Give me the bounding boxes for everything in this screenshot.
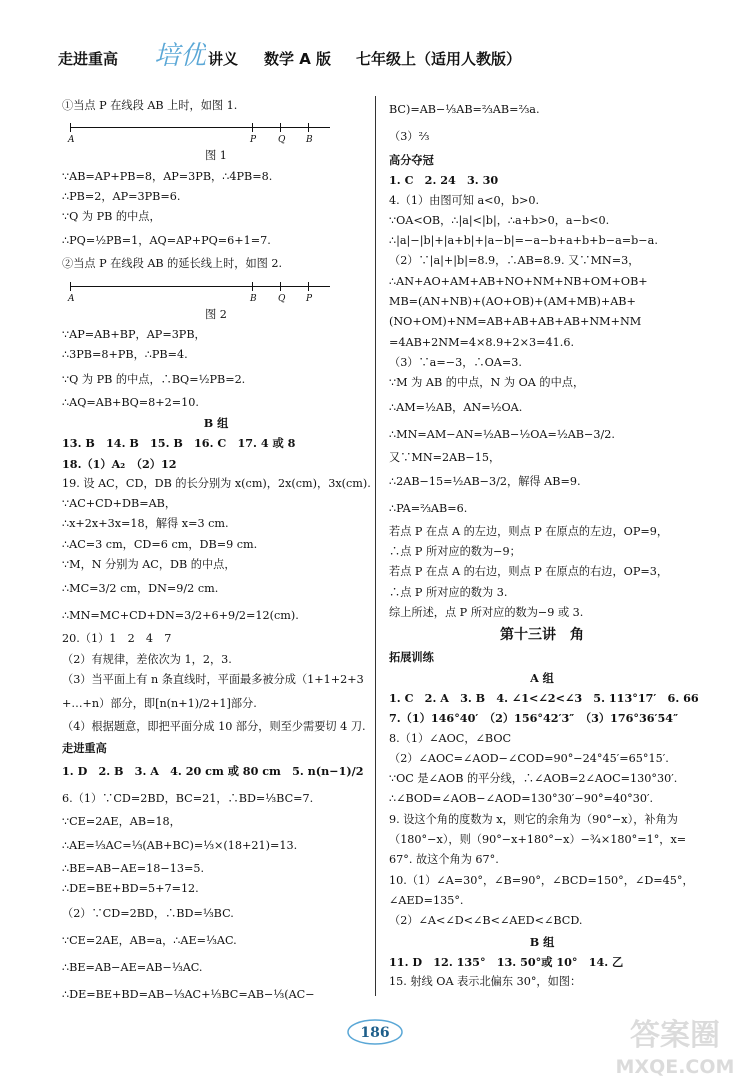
section-heading: 拓展训练 [389,650,434,665]
text-line: 若点 P 在点 A 的左边，则点 P 在原点的左边，OP=9， [389,524,669,538]
text-line: ∠AED=135°. [389,893,464,907]
group-heading: B 组 [203,415,229,430]
text-line: ∵AC+CD+DB=AB， [62,497,177,511]
fig2-label-p: P [306,293,313,304]
fig2-label-b: B [250,293,257,304]
figure-2-caption: 图 2 [205,307,227,321]
text-line: 8.（1）∠AOC，∠BOC [389,731,512,745]
text-line: ∴|a|−|b|+|a+b|+|a−b|=−a−b+a+b+b−a=b−a. [389,234,658,248]
text-line: ∴点 P 所对应的数为−9； [389,545,521,559]
text-line: （3）当平面上有 n 条直线时，平面最多被分成（1+1+2+3 [62,672,364,686]
text-line: ∴2AB−15=½AB−3/2，解得 AB=9. [389,474,581,488]
text-line: 11. D 12. 135° 13. 50°或 10° 14. 乙 [389,954,624,969]
text-line: ∴AE=⅓AC=⅓(AB+BC)=⅓×(18+21)=13. [62,839,298,853]
text-line: 13. B 14. B 15. B 16. C 17. 4 或 8 [62,436,296,451]
fig1-label-p: P [250,135,257,146]
brand-left: 走进重高 [58,50,119,68]
watermark-logo [606,1007,744,1081]
text-line: 若点 P 在点 A 的右边，则点 P 在原点的右边，OP=3， [389,565,669,579]
page-number-badge [345,1018,405,1046]
text-line: 4.（1）由图可知 a<0，b>0. [389,193,540,207]
column-divider [375,96,376,996]
figure-1-segment [62,116,370,146]
text-line: 15. 射线 OA 表示北偏东 30°，如图： [389,975,582,989]
page-number: 186 [360,1025,390,1041]
text-line: ∵OA<OB，∴|a|<|b|，∴a+b>0，a−b<0. [389,213,610,227]
section-heading: 走进重高 [62,740,107,755]
text-line: ∴3PB=8+PB，∴PB=4. [62,348,188,362]
text-line: 67°. 故这个角为 67°. [389,853,499,867]
figure-2-segment [62,275,370,305]
grade-label: 七年级上（适用人教版） [356,50,522,68]
text-line: ∴PB=2，AP=3PB=6. [62,189,181,203]
text-line: 7.（1）146°40′ （2）156°42′3″ （3）176°36′54″ [389,711,679,726]
text-line: 1. C 2. A 3. B 4. ∠1<∠2<∠3 5. 113°17′ 6. 66 [389,690,699,705]
text-line: （3）⅔ [389,130,430,143]
text-line: ∴MN=MC+CD+DN=3/2+6+9/2=12(cm). [62,609,299,623]
text-line: ∴BE=AB−AE=AB−⅓AC. [62,960,203,974]
svg-text:培优: 培优 [154,41,206,71]
edition-label: 数学 A 版 [264,50,332,68]
text-line: 1. D 2. B 3. A 4. 20 cm 或 80 cm 5. n(n−1)/2 [62,763,364,778]
text-line: 10.（1）∠A=30°，∠B=90°，∠BCD=150°，∠D=45°， [389,873,694,887]
page-header [58,40,718,76]
text-line: ∴MC=3/2 cm，DN=9/2 cm. [62,582,219,596]
text-line: 又∵MN=2AB−15， [389,450,501,464]
group-heading: B 组 [529,934,555,949]
fig1-label-a: A [68,135,75,146]
text-line: 1. C 2. 24 3. 30 [389,173,499,188]
text-line: （180°−x），则（90°−x+180°−x）−¾×180°=1°，x= [389,833,687,847]
text-line: （4）根据题意，即把平面分成 10 部分，则至少需要切 4 刀. [62,720,366,734]
text-line: ∴AQ=AB+BQ=8+2=10. [62,395,199,409]
fig2-label-a: A [68,293,75,304]
text-line: ∵CE=2AE，AB=a，∴AE=⅓AC. [62,933,237,947]
text-line: ∵M 为 AB 的中点，N 为 OA 的中点， [389,376,585,390]
text-line: 20.（1）1 2 4 7 [62,632,172,646]
text-line: 6.（1）∵CD=2BD，BC=21，∴BD=⅓BC=7. [62,791,314,805]
text-line: ①当点 P 在线段 AB 上时，如图 1. [62,99,238,112]
text-line: ∴PQ=½PB=1，AQ=AP+PQ=6+1=7. [62,234,271,248]
text-line: MB=(AN+NB)+(AO+OB)+(AM+MB)+AB+ [389,295,636,309]
text-line: ②当点 P 在线段 AB 的延长线上时，如图 2. [62,257,283,271]
text-line: ∵AB=AP+PB=8，AP=3PB，∴4PB=8. [62,169,273,183]
right-column [389,96,699,992]
text-line: （2）∠A<∠D<∠B<∠AED<∠BCD. [389,914,583,928]
fig2-label-q: Q [278,293,286,304]
text-line: =4AB+2NM=4×8.9+2×3=41.6. [389,335,575,349]
text-line: +…+n）部分，即[n(n+1)/2+1]部分. [62,697,257,711]
brand-logo [150,34,206,78]
text-line: ∵Q 为 PB 的中点， [62,210,161,224]
text-line: 9. 设这个角的度数为 x，则它的余角为（90°−x），补角为 [389,812,678,826]
text-line: BC)=AB−⅓AB=⅔AB=⅔a. [389,103,540,116]
text-line: ∴AC=3 cm，CD=6 cm，DB=9 cm. [62,537,258,551]
lecture-title: 第十三讲 角 [500,627,584,644]
svg-text:MXQE.COM: MXQE.COM [615,1056,735,1078]
text-line: （3）∵a=−3，∴OA=3. [389,355,522,369]
text-line: ∵OC 是∠AOB 的平分线，∴∠AOB=2∠AOC=130°30′. [389,772,678,786]
text-line: ∵M，N 分别为 AC，DB 的中点， [62,558,236,572]
brand-right: 讲义 [208,50,239,68]
fig1-label-b: B [306,135,313,146]
text-line: ∴MN=AM−AN=½AB−½OA=½AB−3/2. [389,427,615,441]
text-line: ∴AN+AO+AM+AB+NO+NM+NB+OM+OB+ [389,274,648,288]
text-line: ∴PA=⅔AB=6. [389,501,468,515]
text-line: (NO+OM)+NM=AB+AB+AB+AB+NM+NM [389,315,642,329]
group-heading: A 组 [530,670,554,685]
text-line: ∴DE=BE+BD=5+7=12. [62,882,199,896]
text-line: ∴BE=AB−AE=18−13=5. [62,862,205,876]
text-line: （2）∵|a|+|b|=8.9，∴AB=8.9. 又∵MN=3， [389,254,640,268]
text-line: 18.（1）A₂ （2）12 [62,456,177,471]
section-heading: 高分夺冠 [389,153,434,167]
text-line: ∴x+2x+3x=18，解得 x=3 cm. [62,517,229,531]
text-line: ∵CE=2AE，AB=18， [62,814,181,828]
svg-text:答案圈: 答案圈 [630,1018,720,1053]
text-line: ∴DE=BE+BD=AB−⅓AC+⅓BC=AB−⅓(AC− [62,987,315,1001]
text-line: （2）∠AOC=∠AOD−∠COD=90°−24°45′=65°15′. [389,751,669,765]
text-line: ∵Q 为 PB 的中点，∴BQ=½PB=2. [62,372,246,386]
text-line: （2）有规律，差依次为 1，2，3. [62,652,232,666]
text-line: ∴∠BOD=∠AOB−∠AOD=130°30′−90°=40°30′. [389,792,654,806]
text-line: （2）∵CD=2BD，∴BD=⅓BC. [62,906,234,920]
text-line: 综上所述，点 P 所对应的数为−9 或 3. [389,606,584,620]
text-line: 19. 设 AC，CD，DB 的长分别为 x(cm)，2x(cm)，3x(cm). [62,476,371,490]
text-line: ∴点 P 所对应的数为 3. [389,585,508,599]
text-line: ∵AP=AB+BP，AP=3PB， [62,328,206,342]
fig1-label-q: Q [278,135,286,146]
left-column [62,96,370,1008]
text-line: ∴AM=½AB，AN=½OA. [389,400,523,414]
figure-1-caption: 图 1 [205,149,227,163]
